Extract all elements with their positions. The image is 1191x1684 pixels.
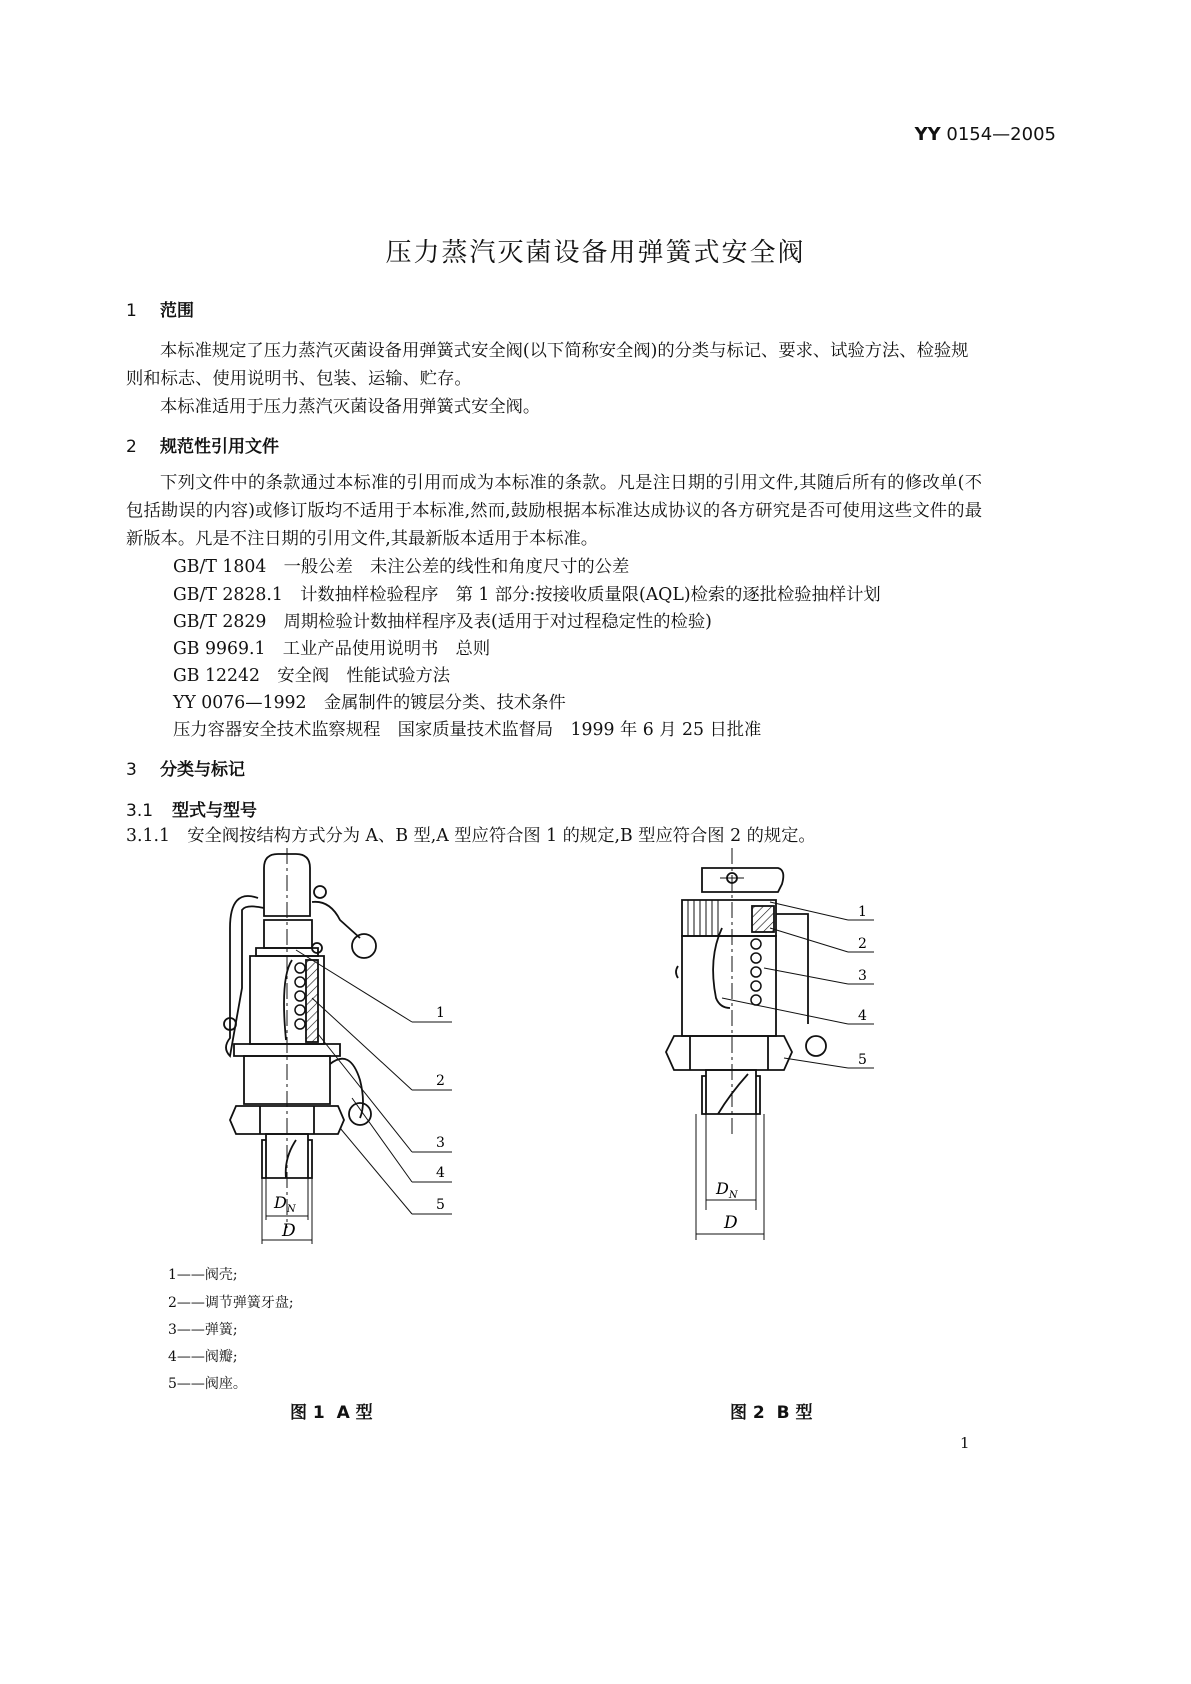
figure-2-caption [730,1398,812,1423]
standard-code-number: 0154—2005 [946,124,1056,145]
figure-1-type-a-diagram [200,848,490,1248]
fig1-callout-4: 4 [436,1165,445,1181]
section-1-heading [126,296,194,321]
fig1-callout-1: 1 [436,1005,445,1021]
fig2-callout-3: 3 [858,968,867,984]
section-1-para-1: 本标准规定了压力蒸汽灭菌设备用弹簧式安全阀(以下简称安全阀)的分类与标记、要求、试验方法、检验规则和标志、使用说明书、包装、运输、贮存。 [126,341,969,389]
document-title: 压力蒸汽灭菌设备用弹簧式安全阀 [385,238,806,268]
section-1-body [126,337,982,421]
figure-2-number: 图 2 [730,1403,765,1423]
reference-item: 压力容器安全技术监察规程 国家质量技术监督局 1999 年 6 月 25 日批准 [173,720,762,740]
section-2-para-1: 下列文件中的条款通过本标准的引用而成为本标准的条款。凡是注日期的引用文件,其随后所有的修改单(不包括勘误的内容)或修订版均不适用于本标准,然而,鼓励根据本标准达成协议的各方研究是否可使用这些文件的最新版本。凡是不注日期的引用文件,其最新版本适用于本标准。 [126,473,982,549]
legend-item: 4——阀瓣; [168,1349,238,1365]
legend-item: 3——弹簧; [168,1322,238,1338]
fig2-callout-4: 4 [858,1008,867,1024]
dim-dn-label: $D_N$ [274,1193,296,1215]
section-2-body [126,469,982,553]
reference-item: GB 12242 安全阀 性能试验方法 [173,666,451,686]
reference-item: YY 0076—1992 金属制件的镀层分类、技术条件 [173,693,566,713]
section-3-title: 分类与标记 [160,760,245,780]
reference-item: GB/T 2828.1 计数抽样检验程序 第 1 部分:按接收质量限(AQL)检索的逐批检验抽样计划 [173,585,881,605]
fig2-callout-2: 2 [858,936,867,952]
legend-item: 1——阀壳; [168,1267,238,1283]
reference-item: GB/T 1804 一般公差 未注公差的线性和角度尺寸的公差 [173,557,630,577]
section-3-heading [126,755,245,780]
figure-2-type-b-diagram [660,848,900,1248]
subsection-3-1-title: 型式与型号 [172,801,257,821]
subsection-3-1-heading [126,796,257,821]
fig1-callout-2: 2 [436,1073,445,1089]
figure-1-caption [290,1398,373,1423]
section-1-number: 1 [126,301,137,321]
legend-item: 5——阀座。 [168,1376,247,1392]
dim-d-label: D [724,1213,738,1233]
dim-dn-label: $D_N$ [716,1179,738,1201]
section-2-number: 2 [126,437,137,457]
clause-3-1-1: 3.1.1 安全阀按结构方式分为 A、B 型,A 型应符合图 1 的规定,B 型应符合图 2 的规定。 [126,826,816,846]
standard-code-prefix: YY [914,124,941,145]
subsection-3-1-number: 3.1 [126,801,154,821]
figure-1-number: 图 1 [290,1403,325,1423]
legend-item: 2——调节弹簧牙盘; [168,1295,294,1311]
section-2-title: 规范性引用文件 [160,437,279,457]
section-1-title: 范围 [160,301,194,321]
fig1-callout-3: 3 [436,1135,445,1151]
dim-d-label: D [282,1221,296,1241]
section-1-para-2: 本标准适用于压力蒸汽灭菌设备用弹簧式安全阀。 [160,397,541,417]
page-number: 1 [960,1434,970,1452]
section-2-heading [126,432,279,457]
reference-item: GB 9969.1 工业产品使用说明书 总则 [173,639,491,659]
fig2-callout-1: 1 [858,904,867,920]
section-3-number: 3 [126,760,137,780]
figure-1-type: A 型 [336,1403,373,1423]
figure-2-type: B 型 [776,1403,813,1423]
standard-code [0,124,1056,145]
reference-item: GB/T 2829 周期检验计数抽样程序及表(适用于对过程稳定性的检验) [173,612,712,632]
fig1-callout-5: 5 [436,1197,445,1213]
fig2-callout-5: 5 [858,1052,867,1068]
